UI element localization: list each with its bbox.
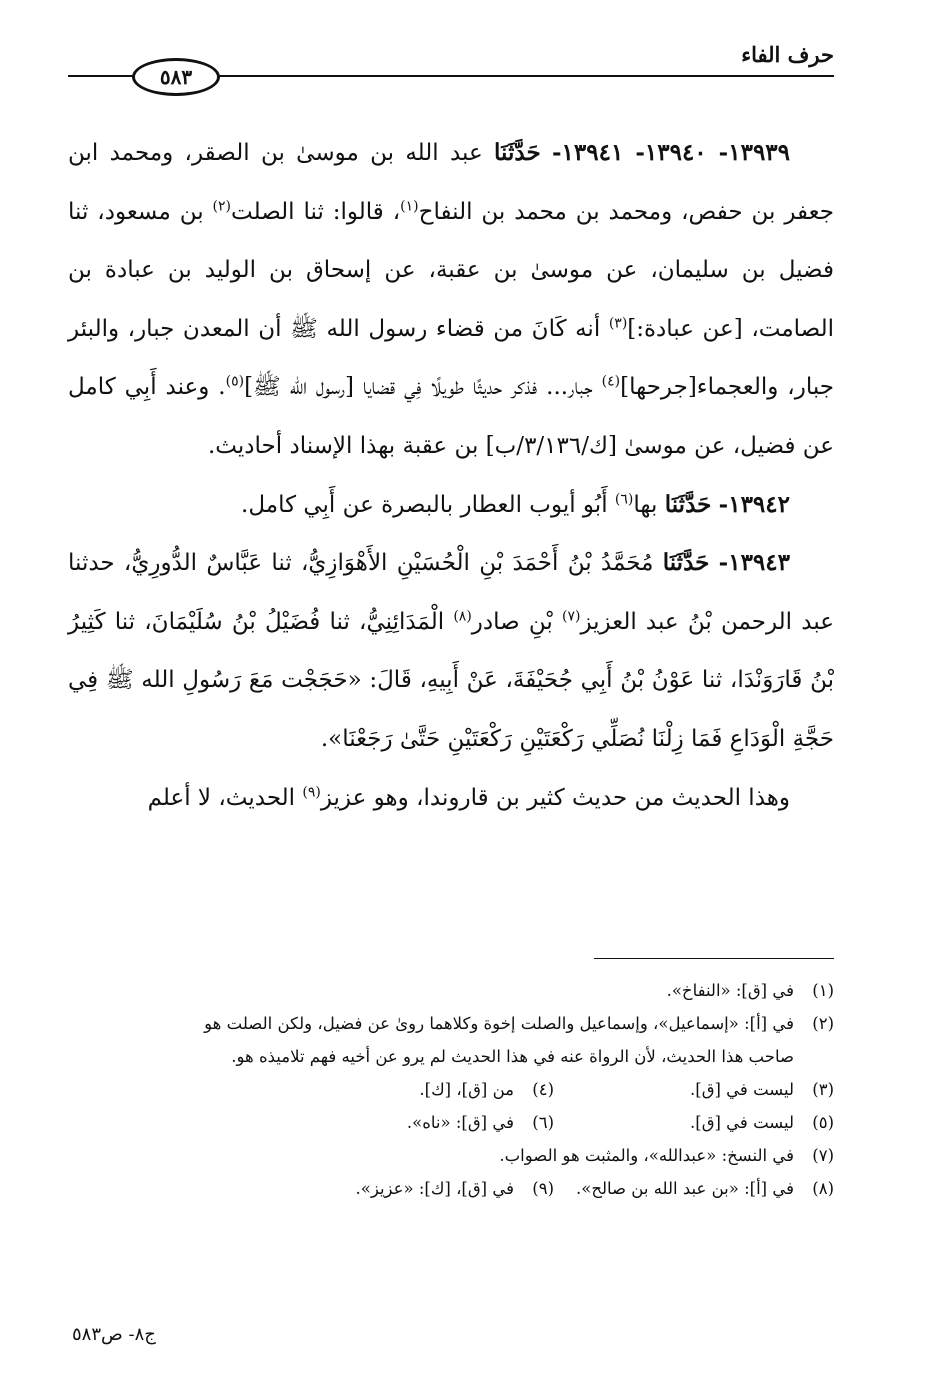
hadith-text: الْمَدَائِنِيُّ، ثنا فُضَيْلُ بْنُ سُلَيْمَانَ، ثنا كَثِيرُ بْنُ قَارَوَنْدَا، ثنا عَوْنُ بْنُ أَبِي جُحَيْفَةَ، عَنْ أَبِيهِ، قَالَ: «حَجَجْت مَعَ رَسُولِ الله ﷺ فِي حَجَّةِ الْوَدَاعِ فَمَا زِلْنَا نُصَلِّي رَكْعَتَيْنِ رَكْعَتَيْنِ حَتَّىٰ رَجَعْنَا». [68, 608, 834, 752]
footnote-ref-9[interactable]: (٩) [302, 783, 321, 800]
hadith-text: مُحَمَّدُ بْنُ أَحْمَدَ بْنِ الْحُسَيْنِ الأَهْوَازِيُّ، ثنا عَبَّاسٌ الدُّورِيُّ، حدثنا عبد الرحمن بْنُ عبد العزيز [68, 550, 834, 635]
footnote-8 [554, 1172, 834, 1205]
footnote-5 [554, 1106, 834, 1139]
hadith-keyword: حَدَّثَنَا [494, 139, 541, 166]
footnote-ref-3[interactable]: (٣) [608, 315, 628, 332]
hadith-text: بْنِ صادر [471, 608, 562, 635]
hadith-text: . وعند أَبِي كامل عن فضيل، عن موسىٰ [ك/٣/١٣٦/ب] بن عقبة بهذا الإسناد أحاديث. [68, 374, 834, 459]
hadith-keyword: حَدَّثَنَا [664, 490, 712, 518]
hadith-text: أنه كَانَ من قضاء رسول الله ﷺ أن المعدن جبار، والبئر جبار، والعجماء[جرحها] [68, 315, 834, 401]
hadith-text: ، قالوا: ثنا الصلت [231, 198, 401, 225]
footnote-text: في [ق]، [ك]: «عزيز». [355, 1179, 514, 1198]
footnote-ref-8[interactable]: (٨) [453, 608, 472, 625]
hadith-text: جبار... فذكر حديثًا طويلًا فِي قضايا [رسول الله ﷺ] [244, 374, 602, 401]
footnote-9 [274, 1172, 554, 1205]
hadith-number: ١٣٩٣٩- ١٣٩٤٠- ١٣٩٤١- [552, 139, 791, 166]
footnote-text: من [ق]، [ك]. [419, 1080, 514, 1099]
footnote-2 [68, 1007, 834, 1040]
footnote-number: (١) [812, 981, 834, 1000]
footnote-ref-4[interactable]: (٤) [601, 373, 621, 390]
footnote-number: (٦) [532, 1113, 554, 1132]
footnote-number: (٤) [532, 1080, 554, 1099]
footnote-number: (٨) [812, 1179, 834, 1198]
hadith-13943 [68, 534, 834, 768]
footnote-text: في [ق]: «ناه». [406, 1113, 514, 1132]
footnote-ref-7[interactable]: (٧) [561, 608, 581, 625]
footnote-1 [68, 974, 834, 1007]
footnote-ref-6[interactable]: (٦) [614, 490, 634, 507]
footnote-separator [594, 958, 834, 959]
hadith-number: ١٣٩٤٣- [718, 549, 790, 577]
hadith-13939 [68, 124, 834, 476]
footnote-6 [274, 1106, 554, 1139]
main-text [68, 124, 834, 827]
footnote-ref-1[interactable]: (١) [400, 197, 419, 214]
page-number-badge [132, 58, 220, 96]
footnote-4 [274, 1073, 554, 1106]
footnote-row-8-9 [68, 1172, 834, 1205]
footnote-text: ليست في [ق]. [690, 1080, 794, 1099]
commentary-text: وهذا الحديث من حديث كثير بن قاروندا، وهو عزيز [320, 784, 790, 811]
page-number: ٥٨٣ [159, 65, 193, 89]
hadith-13942 [68, 476, 834, 535]
hadith-text: أَبُو أيوب العطار بالبصرة عن أَبِي كامل. [241, 491, 615, 518]
footnote-7 [68, 1139, 834, 1172]
footnotes-section [68, 974, 834, 1205]
hadith-text: عبد الله بن موسىٰ بن الصقر، ومحمد ابن جعفر بن حفص، ومحمد بن محمد بن النفاح [68, 140, 834, 225]
volume-page-reference: ج٨- ص٥٨٣ [72, 1324, 156, 1345]
hadith-keyword: حَدَّثَنَا [662, 549, 710, 577]
footnote-text: في [أ]: «إسماعيل»، وإسماعيل والصلت إخوة وكلاهما روىٰ عن فضيل، ولكن الصلت هو [204, 1014, 794, 1033]
footnote-row-5-6 [68, 1106, 834, 1139]
footnote-number: (٥) [812, 1113, 834, 1132]
footnote-2-continued: صاحب هذا الحديث، لأن الرواة عنه في هذا الحديث لم يرو عن أخيه فهم تلاميذه هو. [231, 1047, 794, 1066]
footnote-ref-2[interactable]: (٢) [212, 197, 232, 214]
footnote-3 [554, 1073, 834, 1106]
footnote-text: في [أ]: «بن عبد الله بن صالح». [576, 1179, 794, 1198]
footnote-row-3-4 [68, 1073, 834, 1106]
footnote-number: (٢) [812, 1014, 834, 1033]
footnote-number: (٧) [812, 1146, 834, 1165]
hadith-text: بها [633, 491, 665, 518]
footnote-text: في النسخ: «عبدالله»، والمثبت هو الصواب. [499, 1146, 794, 1165]
footnote-text: في [ق]: «النفاخ». [666, 981, 794, 1000]
commentary-paragraph [68, 769, 834, 828]
footnote-number: (٣) [812, 1080, 834, 1099]
footnote-text: ليست في [ق]. [690, 1113, 794, 1132]
commentary-text: الحديث، لا أعلم [147, 784, 303, 811]
hadith-number: ١٣٩٤٢- [718, 490, 790, 518]
footnote-ref-5[interactable]: (٥) [225, 373, 245, 390]
footnote-number: (٩) [532, 1179, 554, 1198]
chapter-title: حرف الفاء [741, 42, 834, 67]
hadith-text: بن مسعود، ثنا فضيل بن سليمان، عن موسىٰ بن عقبة، عن إسحاق بن الوليد بن عبادة بن الصامت، [عن عبادة:] [68, 198, 835, 342]
